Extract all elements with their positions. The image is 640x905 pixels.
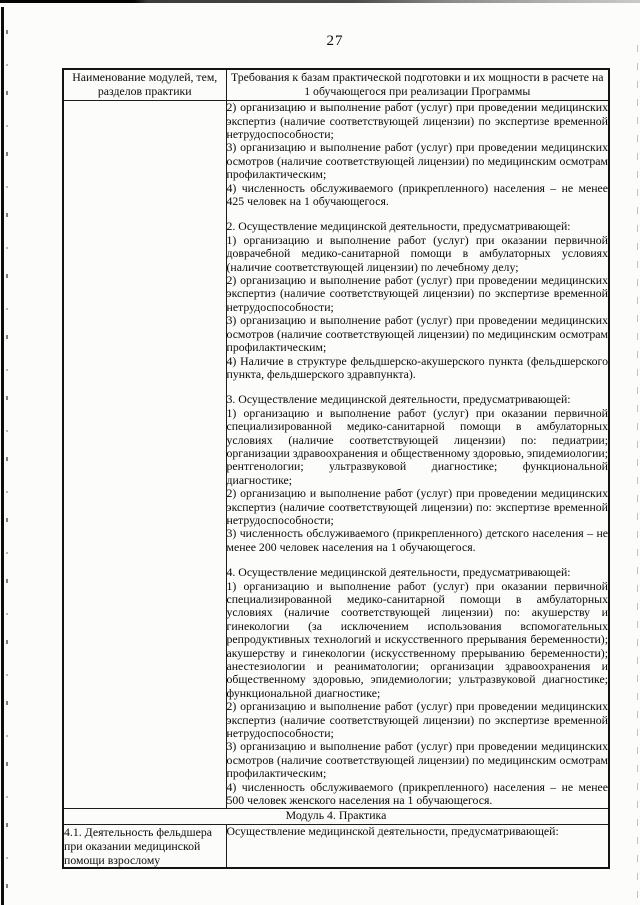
requirement-item: 4) численность обслуживаемого (прикрепленного) населения – не менее 500 человек женского населения на 1 обучающегося.: [226, 779, 608, 808]
scan-edge-right: [637, 45, 638, 900]
requirements-row: [63, 101, 609, 808]
column-header-module-names: Наименование модулей, тем, разделов практики: [63, 69, 226, 101]
requirement-item: 3) численность обслуживаемого (прикрепленного) детского населения – не менее 200 человек населения на 1 обучающегося.: [226, 526, 608, 554]
scan-specks-left: [6, 30, 8, 890]
requirement-item: 1) организацию и выполнение работ (услуг) при оказании первичной специализированной медико-санитарной помощи в амбулаторных условиях (наличие соответствующей лицензии) по: акушерству и гинекологии (за исключением использования вспомогательных репродуктивных технологий и искусственного прерывания беременности); акушерству и гинекологии (искусственному прерыванию беременности); анестезиологии и реаниматологии; организации здравоохранения и общественному здоровью, эпидемиологии; ультразвуковой диагностике; функциональной диагностике;: [226, 578, 608, 700]
column-header-requirements: Требования к базам практической подготовки и их мощности в расчете на 1 обучающегося при реализации Программы: [226, 69, 609, 101]
page-number: 27: [326, 33, 344, 49]
requirements-section: [227, 101, 609, 208]
module-4-title: Модуль 4. Практика: [63, 808, 609, 824]
requirement-item: 4. Осуществление медицинской деятельности, предусматривающей:: [226, 565, 571, 580]
module-name-cell-empty: [63, 101, 226, 808]
requirement-item: 2. Осуществление медицинской деятельности, предусматривающей:: [226, 219, 571, 234]
requirement-item: 1) организацию и выполнение работ (услуг) при оказании первичной доврачебной медико-санитарной помощи в амбулаторных условиях (наличие соответствующей лицензии) по лечебному делу;: [226, 232, 608, 274]
requirement-item: 3) организацию и выполнение работ (услуг) при проведении медицинских осмотров (наличие соответствующей лицензии) по медицинским осмотрам профилактическим;: [226, 313, 608, 355]
requirement-item: 2) организацию и выполнение работ (услуг) при проведении медицинских экспертиз (наличие соответствующей лицензии) по: экспертизе временной нетрудоспособности;: [226, 486, 608, 527]
requirements-section: [227, 220, 609, 381]
row-4-1: [63, 824, 609, 868]
requirement-item: 2) организацию и выполнение работ (услуг) при проведении медицинских экспертиз (наличие соответствующей лицензии) по экспертизе временной нетрудоспособности;: [226, 273, 608, 314]
requirement-item: 3. Осуществление медицинской деятельности, предусматривающей:: [226, 392, 571, 407]
scan-edge-left: [1, 7, 4, 905]
requirement-item: 4) Наличие в структуре фельдшерско-акушерского пункта (фельдшерского пункта, фельдшерского здравпункта).: [226, 353, 608, 381]
practice-requirements-table: [62, 68, 610, 869]
requirement-item: 3) организацию и выполнение работ (услуг) при проведении медицинских осмотров (наличие соответствующей лицензии) по медицинским осмотрам профилактическим;: [226, 140, 608, 182]
requirement-item: 1) организацию и выполнение работ (услуг) при оказании первичной специализированной медико-санитарной помощи в амбулаторных условиях (наличие соответствующей лицензии) по: педиатрии; организации здравоохранения и общественному здоровью, эпидемиологии; рентгенологии; ультразвуковой диагностике; функциональной диагностике;: [226, 405, 608, 487]
module-4-1-requirement: Осуществление медицинской деятельности, предусматривающей:: [226, 824, 609, 868]
requirement-item: 2) организацию и выполнение работ (услуг) при проведении медицинских экспертиз (наличие соответствующей лицензии) по экспертизе временной нетрудоспособности;: [226, 699, 608, 741]
table-header-row: [63, 69, 609, 101]
requirements-cell: [226, 101, 609, 808]
scan-edge-top: [0, 0, 640, 3]
requirement-item: 2) организацию и выполнение работ (услуг) при проведении медицинских экспертиз (наличие соответствующей лицензии) по экспертизе временной нетрудоспособности;: [226, 100, 608, 141]
requirements-section: [227, 393, 609, 554]
requirement-item: 3) организацию и выполнение работ (услуг) при проведении медицинских осмотров (наличие соответствующей лицензии) по медицинским осмотрам профилактическим;: [226, 739, 608, 781]
module-4-1-name: 4.1. Деятельность фельдшера при оказании медицинской помощи взрослому: [63, 824, 226, 868]
requirements-section: [227, 566, 609, 807]
module-4-header-row: [63, 808, 609, 824]
requirement-item: 4) численность обслуживаемого (прикрепленного) населения – не менее 425 человек на 1 обучающегося.: [226, 180, 608, 209]
